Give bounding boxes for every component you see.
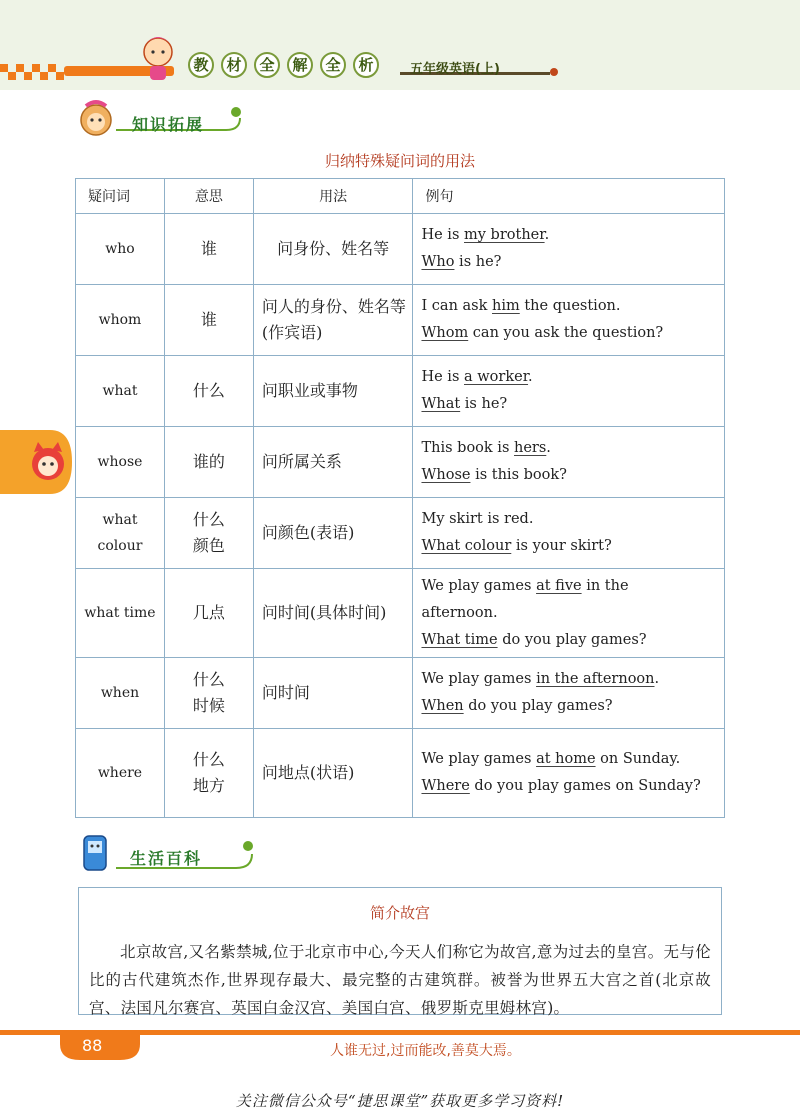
underlined-phrase: a worker [464,369,529,385]
table-row [76,356,725,427]
header-meaning: 意思 [164,179,253,214]
meaning-cell: 什么 [164,356,253,427]
example-cell [413,658,725,729]
underlined-phrase: What time [421,631,498,648]
example-text: is he? [454,254,502,270]
page-number: 88 [82,1036,103,1055]
example-line [421,391,716,418]
header-example: 例句 [413,179,725,214]
knowledge-banner [76,98,246,140]
table-row [76,569,725,658]
example-line [421,666,716,693]
example-line [421,293,716,320]
table-row [76,729,725,818]
example-line [421,573,716,627]
header-decoration [0,0,800,100]
underlined-phrase: When [421,698,464,714]
cat-mascot-icon [0,430,72,494]
example-text: He is [421,369,464,385]
knowledge-title: 知识拓展 [132,115,205,134]
title-char-1: 教 [188,52,214,78]
bottom-note: 关注微信公众号“捷思课堂”获取更多学习资料! [235,1092,565,1110]
underlined-phrase: Whose [421,467,471,483]
header-usage: 用法 [253,179,413,214]
usage-cell: 问颜色(表语) [253,498,413,569]
example-line [421,627,716,654]
title-char-5: 全 [320,52,346,78]
example-line [421,462,716,489]
underlined-phrase: What [421,396,461,412]
example-cell [413,498,725,569]
example-cell [413,356,725,427]
table-row [76,214,725,285]
underlined-phrase: Whom [421,325,469,341]
example-cell [413,285,725,356]
life-banner [76,832,256,876]
word-cell: who [76,214,165,285]
example-text: My skirt is red. [421,511,534,527]
example-text: do you play games? [497,631,647,648]
info-title: 简介故宫 [369,904,430,922]
example-text: We play games [421,751,537,767]
table-row [76,285,725,356]
example-line [421,506,716,533]
word-cell: what colour [76,498,165,569]
meaning-cell: 什么颜色 [164,498,253,569]
title-char-4: 解 [287,52,313,78]
example-line [421,222,716,249]
underlined-phrase: at five [536,577,582,594]
example-line [421,533,716,560]
example-text: on Sunday. [595,751,681,767]
example-text: is he? [460,396,508,412]
example-text: is this book? [470,467,567,483]
footer-motto: 人谁无过,过而能改,善莫大焉。 [330,1043,521,1059]
example-line [421,320,716,347]
title-char-3: 全 [254,52,280,78]
example-text: . [528,369,533,385]
underlined-phrase: my brother [464,227,545,243]
meaning-cell: 什么地方 [164,729,253,818]
word-cell: whose [76,427,165,498]
usage-cell: 问所属关系 [253,427,413,498]
example-text: do you play games on Sunday? [469,778,701,794]
underlined-phrase: him [492,298,520,314]
table-header-row [76,179,725,214]
underlined-phrase: What colour [421,538,512,554]
meaning-cell: 几点 [164,569,253,658]
word-cell: whom [76,285,165,356]
usage-cell: 问身份、姓名等 [253,214,413,285]
example-text: . [654,671,660,687]
example-text: do you play games? [463,698,613,714]
table-row [76,658,725,729]
question-word-table [75,178,725,818]
example-cell [413,427,725,498]
title-char-6: 析 [353,52,379,78]
example-text: We play games [421,671,537,687]
meaning-cell: 什么时候 [164,658,253,729]
usage-cell: 问时间(具体时间) [253,569,413,658]
underlined-phrase: Where [421,778,470,794]
meaning-cell: 谁 [164,285,253,356]
table-row [76,427,725,498]
underlined-phrase: hers [514,440,547,456]
word-cell: where [76,729,165,818]
life-title: 生活百科 [130,849,203,868]
table-title: 归纳特殊疑问词的用法 [324,152,475,170]
example-text: can you ask the question? [468,325,664,341]
example-cell [413,729,725,818]
example-cell [413,569,725,658]
page-header [0,0,800,100]
example-line [421,435,716,462]
example-text: is your skirt? [511,538,612,554]
info-paragraph: 北京故宫,又名紫禁城,位于北京市中心,今天人们称它为故宫,意为过去的皇宫。无与伦比的古代建筑杰作,世界现存最大、最完整的古建筑群。被誉为世界五大宫之首(北京故宫、法国凡尔赛宫、英国白金汉宫、美国白宫、俄罗斯克里姆林宫)。 [89,943,711,1017]
table-row [76,498,725,569]
example-text: This book is [421,440,514,456]
side-tab [0,430,72,494]
example-line [421,693,716,720]
example-cell [413,214,725,285]
usage-cell: 问人的身份、姓名等(作宾语) [253,285,413,356]
example-text: in the afternoon. [421,577,629,621]
meaning-cell: 谁 [164,214,253,285]
example-text: the question. [519,298,621,314]
example-line [421,773,716,800]
underlined-phrase: at home [536,751,596,767]
example-text: . [544,227,550,243]
word-cell: what [76,356,165,427]
header-word: 疑问词 [76,179,165,214]
underlined-phrase: in the afternoon [536,671,655,687]
example-line [421,249,716,276]
meaning-cell: 谁的 [164,427,253,498]
example-line [421,364,716,391]
example-text: . [546,440,551,456]
example-line [421,746,716,773]
title-char-2: 材 [221,52,247,78]
example-text: He is [421,227,464,243]
word-cell: when [76,658,165,729]
usage-cell: 问职业或事物 [253,356,413,427]
info-box [78,887,722,1015]
word-cell: what time [76,569,165,658]
grade-label: 五年级英语(上) [410,62,500,77]
example-text: We play games [421,577,537,594]
usage-cell: 问时间 [253,658,413,729]
underlined-phrase: Who [421,254,455,270]
example-text: I can ask [421,298,493,314]
usage-cell: 问地点(状语) [253,729,413,818]
